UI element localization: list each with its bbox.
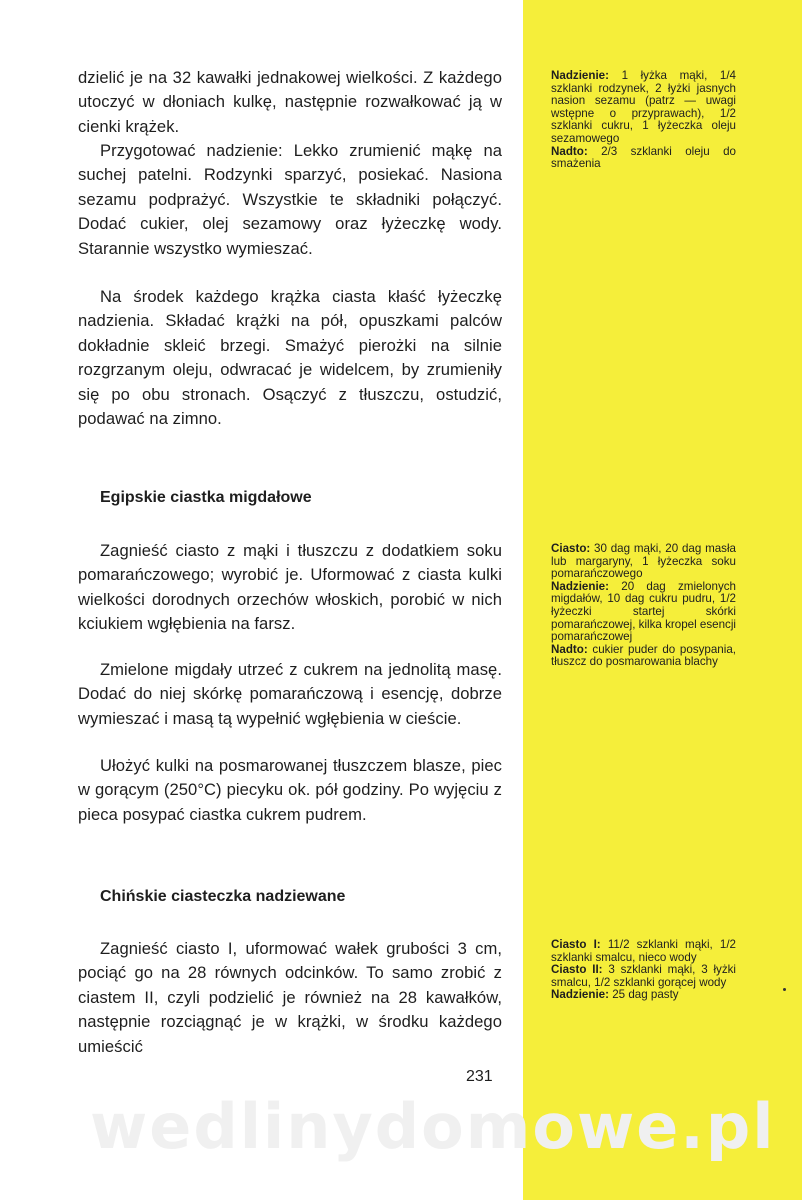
ingredient-row <box>551 964 736 989</box>
ingredient-text: 1 łyżka mąki, 1/4 szklanki rodzynek, 2 łyżki jasnych nasion sezamu (patrz — uwagi wstępne o przyprawach), 1/2 szklanki cukru, 1 łyżeczka oleju sezamowego <box>551 69 736 145</box>
ingredient-text: 3 szklanki mąki, 3 łyżki smalcu, 1/2 szklanki gorącej wody <box>551 963 736 989</box>
ingredient-label: Nadzienie: <box>551 69 609 82</box>
ingredient-row <box>551 146 736 171</box>
ingredient-label: Ciasto II: <box>551 963 603 977</box>
ingredient-text: 20 dag zmielonych migdałów, 10 dag cukru pudru, 1/2 łyżeczki startej skórki pomarańczowej, kilka kropel esencji pomarańczowej <box>551 579 736 644</box>
paragraph-7: Zagnieść ciasto I, uformować wałek grubości 3 cm, pociąć go na 28 równych odcinków. To samo zrobić z ciastem II, czyli podzielić je również na 28 kawałków, następnie rozciągnąć je w krążki, w środku każdego umieścić <box>78 939 502 1056</box>
ingredients-block-3 <box>551 939 736 1002</box>
ingredient-label: Nadto: <box>551 642 588 656</box>
paragraph-1: dzielić je na 32 kawałki jednakowej wielkości. Z każdego utoczyć w dłoniach kulkę, następnie rozwałkować ją w cienki krążek. <box>78 68 502 136</box>
ingredient-label: Nadto: <box>551 144 588 158</box>
ingredient-label: Nadzienie: <box>551 988 609 1002</box>
ingredient-row <box>551 989 736 1002</box>
watermark: wedlinydomowe.pl <box>90 1090 776 1163</box>
paragraph-2: Przygotować nadzienie: Lekko zrumienić mąkę na suchej patelni. Rodzynki sparzyć, posiekać. Nasiona sezamu podprażyć. Wszystkie te składniki połączyć. Dodać cukier, olej sezamowy oraz łyżeczkę wody. Starannie wszystko wymieszać. <box>78 141 502 258</box>
paragraph-5: Zmielone migdały utrzeć z cukrem na jednolitą masę. Dodać do niej skórkę pomarańczową i esencję, dobrze wymieszać i masą tą wypełnić wgłębienia w cieście. <box>78 660 502 728</box>
paragraph-3: Na środek każdego krążka ciasta kłaść łyżeczkę nadzienia. Składać krążki na pół, opuszkami palców dokładnie skleić brzegi. Smażyć pierożki na silnie rozgrzanym oleju, odwracać je widelcem, by zrumieniły się po obu stronach. Osączyć z tłuszczu, ostudzić, podawać na zimno. <box>78 287 502 429</box>
ingredient-label: Nadzienie: <box>551 579 609 593</box>
ingredients-block-2 <box>551 543 736 669</box>
ingredient-row <box>551 581 736 644</box>
ingredient-row <box>551 939 736 964</box>
speck-mark <box>783 988 786 991</box>
ingredient-text: 11/2 szklanki mąki, 1/2 szklanki smalcu, nieco wody <box>551 938 736 964</box>
ingredient-row <box>551 644 736 669</box>
ingredient-label: Ciasto I: <box>551 938 601 951</box>
ingredients-block-1 <box>551 70 736 171</box>
ingredient-text: 25 dag pasty <box>608 988 679 1002</box>
paragraph-6: Ułożyć kulki na posmarowanej tłuszczem blasze, piec w gorącym (250°C) piecyku ok. pół godziny. Po wyjęciu z pieca posypać ciastka cukrem pudrem. <box>78 756 502 824</box>
heading-egyptian-cookies: Egipskie ciastka migdałowe <box>100 489 312 506</box>
ingredient-text: 2/3 szklanki oleju do smażenia <box>551 144 736 171</box>
paragraph-4: Zagnieść ciasto z mąki i tłuszczu z dodatkiem soku pomarańczowego; wyrobić je. Uformować z ciasta kulki wielkości dorodnych orzechów włoskich, porobić w nich kciukiem wgłębienia na farsz. <box>78 541 502 634</box>
ingredient-label: Ciasto: <box>551 542 591 555</box>
ingredient-text: cukier puder do posypania, tłuszcz do posmarowania blachy <box>551 642 736 669</box>
ingredient-row <box>551 70 736 146</box>
heading-chinese-cookies: Chińskie ciasteczka nadziewane <box>100 888 346 905</box>
page-number: 231 <box>466 1068 493 1085</box>
ingredient-text: 30 dag mąki, 20 dag masła lub margaryny, 1 łyżeczka soku pomarańczowego <box>551 542 736 581</box>
ingredient-row <box>551 543 736 581</box>
